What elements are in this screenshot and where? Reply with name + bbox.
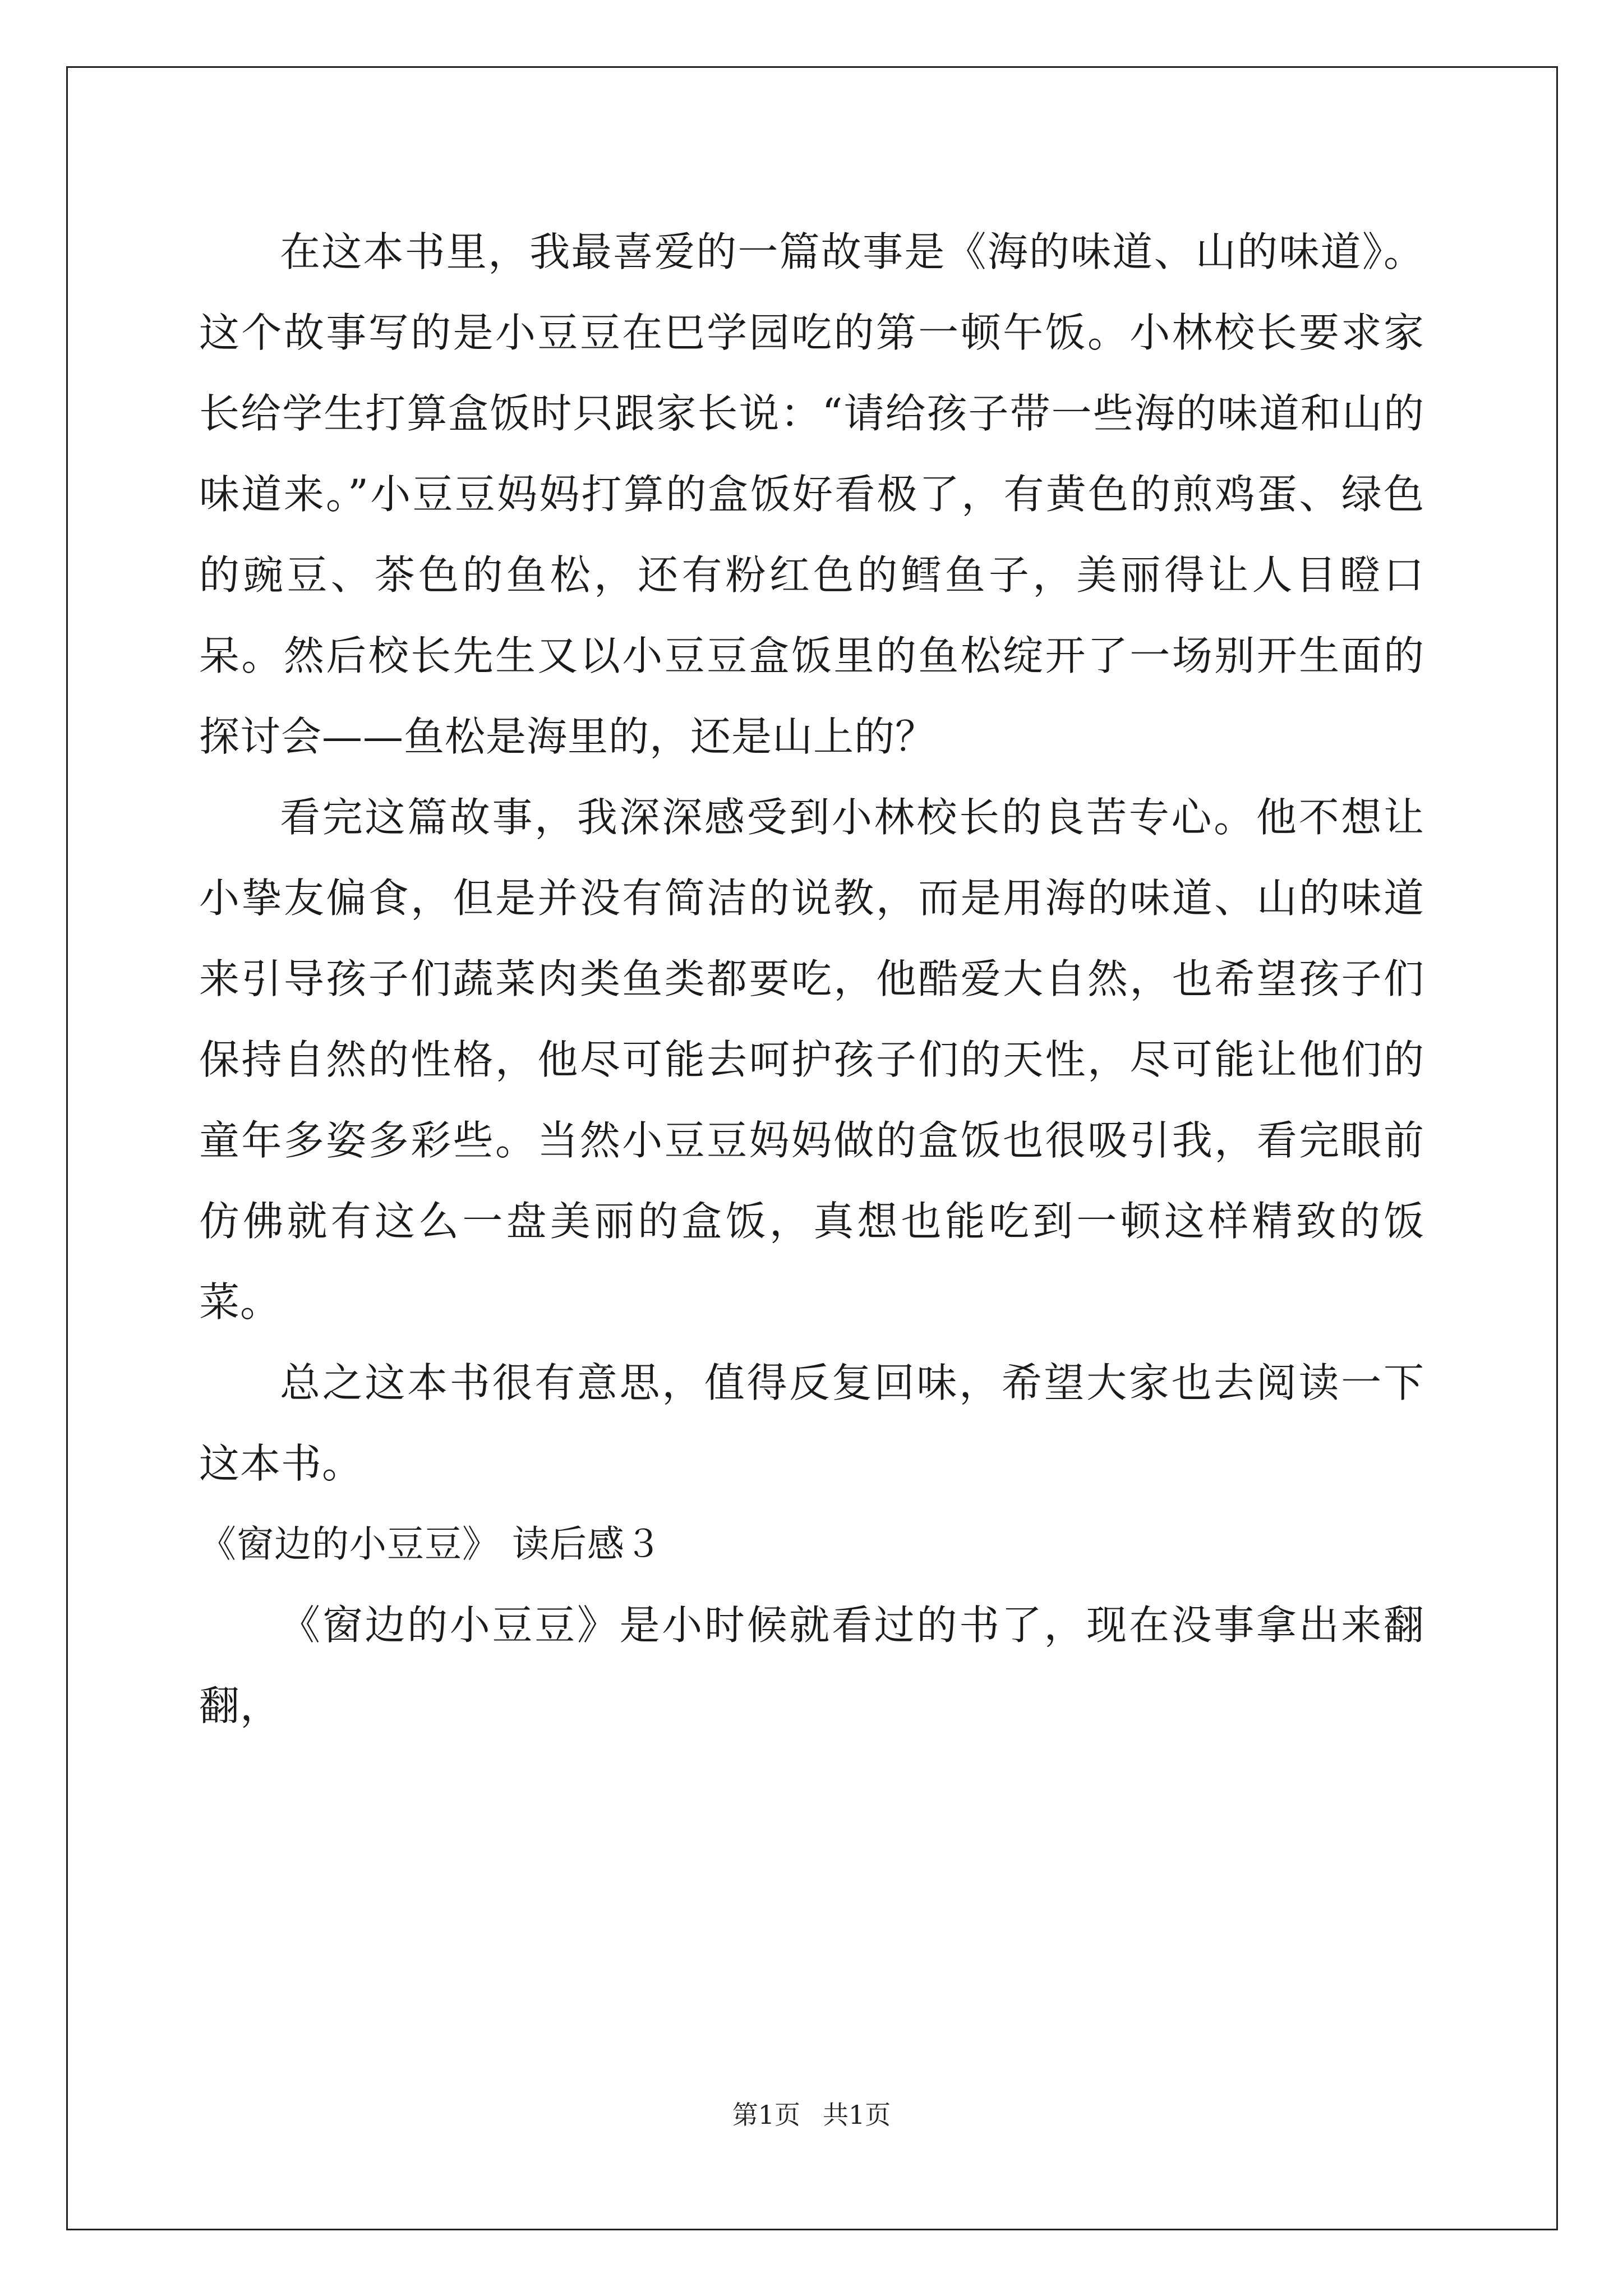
document-body (199, 211, 1424, 1746)
paragraph-3: 总之这本书很有意思，值得反复回味，希望大家也去阅读一下这本书。 (199, 1359, 1424, 1487)
section-heading: 《窗边的小豆豆》 读后感３ (199, 1522, 662, 1566)
paragraph-4: 《窗边的小豆豆》是小时候就看过的书了，现在没事拿出来翻翻， (199, 1602, 1424, 1729)
page-footer (0, 2098, 1623, 2132)
page-number: 第1页 (732, 2100, 800, 2130)
paragraph-1: 在这本书里，我最喜爱的一篇故事是《海的味道、山的味道》。这个故事写的是小豆豆在巴学园吃的第一顿午饭。小林校长要求家长给学生打算盒饭时只跟家长说：“请给孩子带一些海的味道和山的味道来。”小豆豆妈妈打算的盒饭好看极了，有黄色的煎鸡蛋、绿色的豌豆、茶色的鱼松，还有粉红色的鳕鱼子，美丽得让人目瞪口呆。然后校长先生又以小豆豆盒饭里的鱼松绽开了一场别开生面的探讨会——鱼松是海里的，还是山上的？ (199, 228, 1424, 760)
page-total: 共1页 (823, 2100, 891, 2130)
paragraph-2: 看完这篇故事，我深深感受到小林校长的良苦专心。他不想让小挚友偏食，但是并没有简洁的说教，而是用海的味道、山的味道来引导孩子们蔬菜肉类鱼类都要吃，他酷爱大自然，也希望孩子们保持自然的性格，他尽可能去呵护孩子们的天性，尽可能让他们的童年多姿多彩些。当然小豆豆妈妈做的盒饭也很吸引我，看完眼前仿佛就有这么一盘美丽的盒饭，真想也能吃到一顿这样精致的饭菜。 (199, 794, 1424, 1326)
